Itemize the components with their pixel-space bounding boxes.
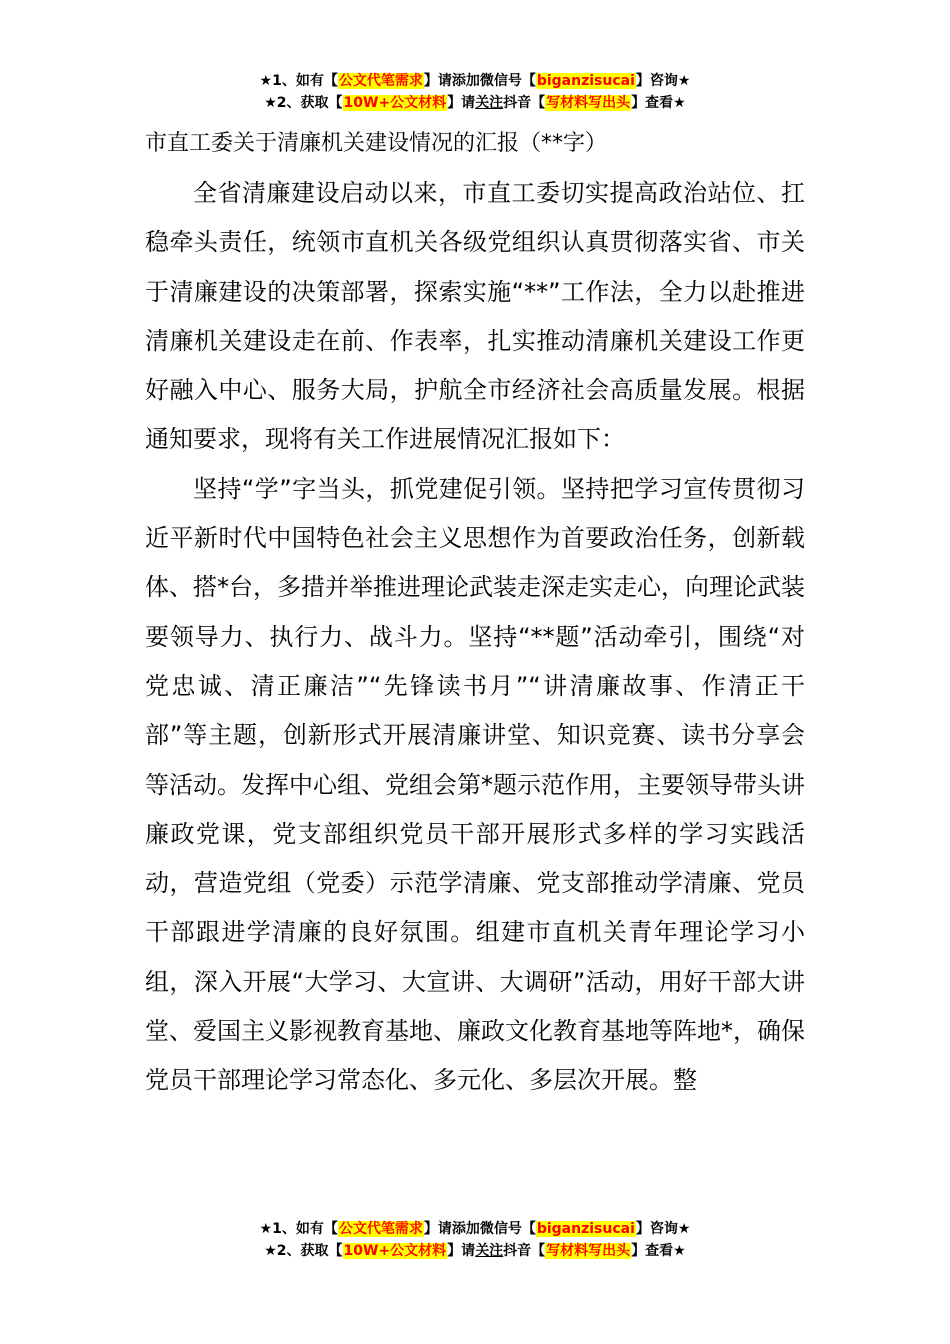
promo-text: ★2、获取【 (264, 1243, 343, 1259)
paragraph: 全省清廉建设启动以来，市直工委切实提高政治站位、扛稳牵头责任，统领市直机关各级党组织认真贯彻落实省、市关于清廉建设的决策部署，探索实施“**”工作法，全力以赴推进清廉机关建设走在前、作表率，扎实推动清廉机关建设工作更好融入中心、服务大局，护航全市经济社会高质量发展。根据通知要求，现将有关工作进展情况汇报如下： (145, 179, 805, 454)
promo-line-1 (0, 1218, 950, 1240)
promo-highlight: 公文代笔需求 (338, 73, 423, 89)
promo-text: 】请 (447, 1243, 476, 1259)
promo-underlined-text: 关注 (475, 95, 504, 111)
promo-text: 】请添加微信号【 (423, 1221, 536, 1237)
promo-text: 抖音【 (503, 1243, 546, 1259)
bottom-promo-banner (0, 1218, 950, 1262)
promo-text: ★2、获取【 (264, 95, 343, 111)
promo-line-2 (0, 1240, 950, 1262)
promo-text: 】请添加微信号【 (423, 73, 536, 89)
promo-line-1 (0, 70, 950, 92)
promo-text: ★1、如有【 (259, 73, 338, 89)
promo-highlight: 10W+公文材料 (343, 1243, 447, 1259)
promo-text: 】咨询★ (635, 1221, 691, 1237)
document-body (145, 128, 805, 1106)
promo-text: 】请 (447, 95, 476, 111)
promo-highlight: 公文代笔需求 (338, 1221, 423, 1237)
promo-highlight: 10W+公文材料 (343, 95, 447, 111)
douyin-account-highlight: 写材料写出头 (546, 1243, 631, 1259)
promo-text: 】咨询★ (635, 73, 691, 89)
wechat-id-highlight: biganzisucai (536, 1221, 635, 1237)
promo-text: 】查看★ (631, 95, 686, 111)
promo-text: 抖音【 (503, 95, 546, 111)
promo-line-2 (0, 92, 950, 114)
wechat-id-highlight: biganzisucai (536, 73, 635, 89)
douyin-account-highlight: 写材料写出头 (546, 95, 631, 111)
promo-underlined-text: 关注 (475, 1243, 504, 1259)
document-title: 市直工委关于清廉机关建设情况的汇报（**字） (145, 131, 608, 156)
top-promo-banner (0, 70, 950, 114)
promo-text: 】查看★ (631, 1243, 686, 1259)
paragraph: 坚持“学”字当头，抓党建促引领。坚持把学习宣传贯彻习近平新时代中国特色社会主义思想作为首要政治任务，创新载体、搭*台，多措并举推进理论武装走深走实走心，向理论武装要领导力、执行力、战斗力。坚持“**题”活动牵引，围绕“对党忠诚、清正廉洁”“先锋读书月”“讲清廉故事、作清正干部”等主题，创新形式开展清廉讲堂、知识竞赛、读书分享会等活动。发挥中心组、党组会第*题示范作用，主要领导带头讲廉政党课，党支部组织党员干部开展形式多样的学习实践活动，营造党组（党委）示范学清廉、党支部推动学清廉、党员干部跟进学清廉的良好氛围。组建市直机关青年理论学习小组，深入开展“大学习、大宣讲、大调研”活动，用好干部大讲堂、爱国主义影视教育基地、廉政文化教育基地等阵地*，确保党员干部理论学习常态化、多元化、多层次开展。整 (145, 474, 805, 1095)
promo-text: ★1、如有【 (259, 1221, 338, 1237)
